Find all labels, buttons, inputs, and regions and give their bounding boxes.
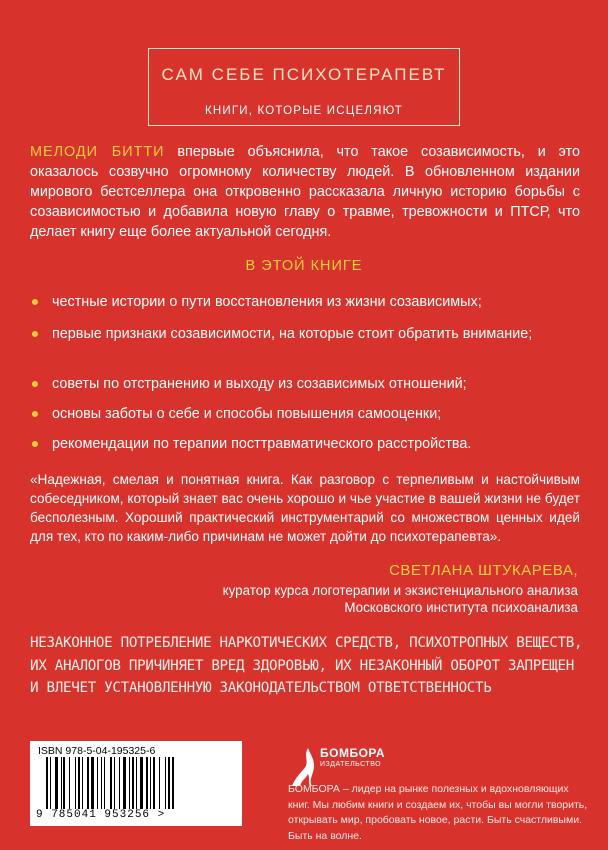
series-subtitle: КНИГИ, КОТОРЫЕ ИСЦЕЛЯЮТ [204,105,404,117]
series-frame [148,48,460,126]
publisher-subtitle: ИЗДАТЕЛЬСТВО [320,761,382,768]
intro-text: впервые объяснила, что такое созависимость, и это оказалось созвучно огромному количеству людей. В обновленном издании мирового бестселлера она откровенно рассказала личную историю борьбы с созависимостью и добавила новую главу о травме, тревожности и ПТСР, что делает книгу еще более актуальной сегодня. [30,144,580,240]
in-book-heading: В ЭТОЙ КНИГЕ [245,258,363,274]
list-item [30,324,580,344]
author-name: МЕЛОДИ БИТТИ [30,144,165,160]
bullet-dot-icon [32,299,38,305]
publisher-about: БОМБОРА – лидер на рынке полезных и вдохновляющих книг. Мы любим книги и создаем их, чтобы вы могли творить, открывать мир, пробовать новое, расти. Быть счастливыми. Быть на волне. [288,783,588,842]
barcode-icon [46,757,231,809]
ean-digits: 9 785041 953256 > [36,809,166,821]
bullet-dot-icon [32,331,38,337]
bullet-dot-icon [32,441,38,447]
list-item-text: первые признаки созависимости, на которые стоит обратить внимание; [52,326,533,342]
list-item [30,404,580,424]
intro-paragraph [30,142,580,242]
list-item-text: основы заботы о себе и способы повышения самооценки; [52,406,442,422]
review-quote: «Надежная, смелая и понятная книга. Как разговор с терпеливым и настойчивым собеседником, который знает вас очень хорошо и чье участие в вашей жизни не будет бесполезным. Хороший практический инструментарий со множеством ценных идей для тех, кто по каким-либо причинам не может дойти до психотерапевта». [30,472,580,544]
isbn-label: ISBN 978-5-04-195325-6 [38,745,156,757]
bullet-dot-icon [32,381,38,387]
legal-warning: НЕЗАКОННОЕ ПОТРЕБЛЕНИЕ НАРКОТИЧЕСКИХ СРЕДСТВ, ПСИХОТРОПНЫХ ВЕЩЕСТВ, ИХ АНАЛОГОВ ПРИЧИНЯЕТ ВРЕД ЗДОРОВЬЮ, ИХ НЕЗАКОННЫЙ ОБОРОТ ЗАПРЕЩЕН И ВЛЕЧЕТ УСТАНОВЛЕННУЮ ЗАКОНОДАТЕЛЬСТВОМ ОТВЕТСТВЕННОСТЬ [30,635,583,696]
series-title: САМ СЕБЕ ПСИХОТЕРАПЕВТ [161,65,447,84]
list-item [30,292,580,312]
publisher-name: БОМБОРА [320,746,386,760]
list-item-text: честные истории о пути восстановления из жизни созависимых; [52,294,482,310]
list-item-text: советы по отстранению и выходу из созависимых отношений; [52,376,467,392]
quote-author-role: куратор курса логотерапии и экзистенциального анализа Московского института психоанализа [222,583,578,615]
list-item [30,374,580,394]
list-item-text: рекомендации по терапии посттравматического расстройства. [52,436,472,452]
bullet-dot-icon [32,411,38,417]
barcode-block [30,741,242,826]
list-item [30,434,580,454]
quote-author-name: СВЕТЛАНА ШТУКАРЕВА, [389,562,578,579]
